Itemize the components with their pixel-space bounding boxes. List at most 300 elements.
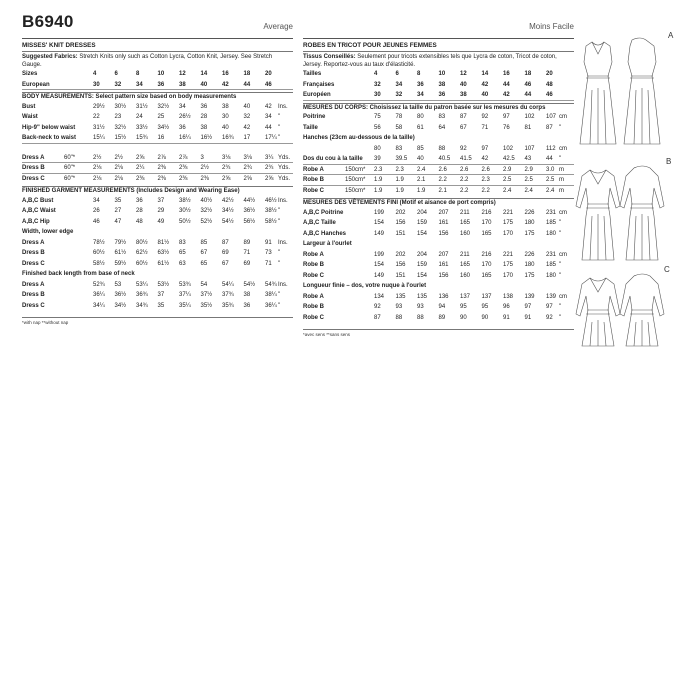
table-cell: 36 bbox=[136, 197, 143, 204]
table-cell: 2.5 bbox=[546, 177, 555, 183]
table-cell: 165 bbox=[460, 220, 471, 226]
table-row bbox=[22, 174, 293, 185]
table-cell: 231 bbox=[546, 209, 557, 216]
table-cell: 83 bbox=[438, 114, 446, 120]
table-cell: 32½ bbox=[157, 103, 170, 110]
english-column bbox=[22, 12, 293, 325]
table-row bbox=[303, 292, 574, 303]
table-row bbox=[22, 80, 293, 91]
table-cell: 36 bbox=[417, 81, 424, 88]
table-cell: 2¾ bbox=[265, 165, 274, 171]
table-cell: 10 bbox=[157, 71, 165, 77]
table-cell: 8 bbox=[136, 71, 140, 77]
table-cell: 18 bbox=[243, 71, 251, 77]
table-cell: 38¼ bbox=[265, 292, 277, 298]
table-cell: 34 bbox=[395, 81, 403, 88]
table-cell: 56 bbox=[374, 124, 381, 131]
table-cell: 46 bbox=[546, 92, 553, 98]
table-cell: 161 bbox=[438, 220, 449, 226]
table-cell: 38½ bbox=[265, 208, 277, 214]
table-cell: 54½ bbox=[243, 281, 256, 288]
fabric-width: 150cm* bbox=[345, 187, 366, 194]
table-cell: 88 bbox=[395, 314, 403, 321]
table-cell: 30 bbox=[222, 114, 229, 120]
measurement-table bbox=[303, 69, 574, 323]
table-cell: 20 bbox=[265, 71, 272, 77]
table-cell: 12 bbox=[460, 71, 467, 77]
unit-label: Yds. bbox=[278, 154, 291, 161]
table-cell: 37¾ bbox=[222, 292, 234, 298]
table-cell: 36¼ bbox=[93, 292, 105, 298]
table-cell: 2½ bbox=[200, 165, 209, 171]
table-cell: 137 bbox=[460, 293, 471, 300]
table-row bbox=[303, 260, 574, 271]
table-cell: 38 bbox=[438, 81, 446, 88]
table-cell: 156 bbox=[438, 230, 449, 237]
table-cell: 42 bbox=[243, 124, 251, 131]
table-cell: 2.2 bbox=[481, 187, 490, 194]
table-cell: 42 bbox=[503, 92, 510, 98]
table-cell: 26 bbox=[93, 208, 100, 214]
table-cell: 59½ bbox=[114, 260, 127, 267]
fabric-width: 150cm* bbox=[345, 177, 366, 183]
table-cell: 2.4 bbox=[503, 187, 512, 194]
unit-label: " bbox=[278, 124, 281, 131]
unit-label: cm bbox=[559, 293, 567, 300]
table-cell: 47 bbox=[114, 218, 122, 225]
table-cell: 69 bbox=[222, 250, 229, 256]
row-label: Robe A bbox=[303, 293, 324, 300]
unit-label: Yds. bbox=[278, 175, 291, 182]
table-cell: 38½ bbox=[179, 197, 191, 204]
figure-letter-c: C bbox=[664, 265, 670, 274]
table-cell: 28 bbox=[136, 208, 143, 214]
table-cell: 180 bbox=[546, 230, 557, 237]
table-cell: 221 bbox=[503, 209, 514, 216]
table-cell: 33½ bbox=[136, 124, 148, 131]
table-cell: 226 bbox=[524, 209, 535, 216]
unit-label: " bbox=[559, 272, 562, 279]
table-cell: 6 bbox=[114, 71, 118, 77]
table-cell: 175 bbox=[524, 272, 535, 279]
fabric-width: 150cm* bbox=[345, 166, 366, 173]
table-cell: 216 bbox=[481, 209, 492, 216]
table-cell: 2¼ bbox=[136, 165, 145, 171]
table-cell: 69 bbox=[243, 260, 251, 267]
table-cell: 16 bbox=[157, 135, 165, 141]
spacer-row bbox=[22, 144, 293, 153]
table-cell: 22 bbox=[93, 114, 100, 120]
table-cell: 40½ bbox=[200, 197, 213, 204]
fabric-width: 60"* bbox=[64, 165, 76, 171]
table-row bbox=[22, 217, 293, 228]
table-cell: 185 bbox=[546, 220, 557, 226]
table-cell: 170 bbox=[481, 220, 492, 226]
dress-b-front-back-illustration bbox=[576, 166, 664, 260]
table-cell: 135 bbox=[417, 293, 428, 300]
table-row bbox=[303, 186, 574, 197]
row-label: Bust bbox=[22, 103, 36, 110]
table-cell: 35¼ bbox=[179, 302, 191, 309]
table-cell: 30 bbox=[93, 81, 100, 88]
row-label: Sizes bbox=[22, 71, 38, 77]
table-cell: 44 bbox=[265, 124, 272, 131]
section-title: MISSES' KNIT DRESSES bbox=[22, 41, 293, 52]
table-cell: 3¼ bbox=[265, 154, 274, 161]
table-cell: 67 bbox=[200, 250, 208, 256]
french-column bbox=[303, 22, 574, 337]
table-cell: 185 bbox=[546, 262, 557, 268]
table-row bbox=[303, 90, 574, 101]
table-cell: 34 bbox=[417, 92, 424, 98]
table-cell: 44 bbox=[503, 81, 510, 88]
table-cell: 2⅜ bbox=[179, 165, 188, 171]
table-cell: 1.9 bbox=[395, 187, 404, 194]
table-row bbox=[22, 196, 293, 207]
table-cell: 8 bbox=[417, 71, 421, 77]
table-cell: 34 bbox=[265, 114, 272, 120]
unit-label: " bbox=[278, 260, 281, 267]
table-cell: 81 bbox=[524, 124, 532, 131]
table-cell: 38 bbox=[200, 124, 208, 131]
table-cell: 67 bbox=[460, 124, 467, 131]
table-cell: 3⅛ bbox=[222, 154, 231, 161]
table-cell: 93 bbox=[395, 304, 403, 310]
table-cell: 2.3 bbox=[395, 166, 404, 173]
table-cell: 27 bbox=[114, 208, 122, 214]
table-cell: 42½ bbox=[222, 197, 234, 204]
table-cell: 161 bbox=[438, 262, 449, 268]
footnote: *with nap **without nap bbox=[22, 317, 293, 325]
table-cell: 35½ bbox=[200, 302, 213, 309]
table-cell: 32 bbox=[114, 81, 122, 88]
unit-label: cm bbox=[559, 251, 567, 258]
table-row bbox=[303, 229, 574, 240]
table-cell: 44 bbox=[524, 92, 532, 98]
table-cell: 53¼ bbox=[136, 281, 148, 288]
unit-label: " bbox=[278, 218, 281, 225]
table-cell: 38 bbox=[243, 292, 251, 298]
table-cell: 199 bbox=[374, 209, 385, 216]
table-cell: 43 bbox=[524, 156, 532, 162]
table-cell: 16 bbox=[222, 71, 229, 77]
table-cell: 160 bbox=[460, 272, 471, 279]
table-row bbox=[303, 208, 574, 219]
table-cell: 36 bbox=[200, 103, 208, 110]
table-row bbox=[22, 69, 293, 80]
unit-label: m bbox=[559, 187, 564, 194]
table-cell: 156 bbox=[395, 262, 406, 268]
table-cell: 216 bbox=[481, 251, 492, 258]
table-row bbox=[303, 313, 574, 324]
table-cell: 2.1 bbox=[417, 177, 426, 183]
unit-label: " bbox=[278, 302, 281, 309]
table-cell: 4 bbox=[374, 71, 378, 77]
row-label: Poitrine bbox=[303, 114, 326, 120]
table-cell: 32 bbox=[374, 81, 381, 88]
row-label: Largeur à l'ourlet bbox=[303, 241, 352, 247]
table-cell: 44½ bbox=[243, 197, 256, 204]
row-label: Robe C bbox=[303, 272, 324, 279]
table-cell: 79½ bbox=[114, 239, 127, 246]
table-cell: 2⅜ bbox=[136, 175, 145, 182]
table-row bbox=[303, 80, 574, 91]
table-cell: 71 bbox=[265, 260, 272, 267]
suggested-fabrics: Tissus Conseillés: Seulement pour tricots extensibles tels que Lycra de coton, Tricot de coton, Jersey. Reportez-vous au taux d'élasticité. bbox=[303, 54, 557, 68]
row-label: A,B,C Hip bbox=[22, 218, 50, 225]
table-cell: 20 bbox=[546, 71, 553, 77]
table-cell: 202 bbox=[395, 251, 406, 258]
unit-label: " bbox=[559, 314, 562, 321]
table-cell: 93 bbox=[417, 304, 424, 310]
fabric-width: 60"* bbox=[64, 154, 76, 161]
table-cell: 2.2 bbox=[460, 187, 469, 194]
table-cell: 64 bbox=[438, 124, 446, 131]
table-cell: 80 bbox=[417, 114, 424, 120]
table-cell: 75 bbox=[374, 114, 381, 120]
table-cell: 17¼ bbox=[265, 135, 277, 141]
table-cell: 90 bbox=[481, 314, 489, 321]
row-label: Waist bbox=[22, 114, 38, 120]
table-row bbox=[303, 250, 574, 261]
table-row bbox=[22, 123, 293, 134]
table-cell: 156 bbox=[395, 220, 406, 226]
row-label: Hip-9" below waist bbox=[22, 124, 76, 131]
table-cell: 92 bbox=[546, 314, 553, 321]
table-cell: 90 bbox=[460, 314, 467, 321]
table-cell: 36¾ bbox=[136, 292, 148, 298]
table-cell: 44 bbox=[243, 81, 251, 88]
table-cell: 80 bbox=[374, 145, 381, 152]
table-cell: 2.5 bbox=[524, 177, 533, 183]
table-cell: 16 bbox=[503, 71, 510, 77]
table-cell: 54½ bbox=[222, 218, 234, 225]
table-cell: 30½ bbox=[114, 103, 127, 110]
table-cell: 207 bbox=[438, 209, 449, 216]
table-cell: 42 bbox=[265, 103, 272, 110]
table-cell: 175 bbox=[503, 262, 514, 268]
table-cell: 85 bbox=[200, 239, 208, 246]
table-cell: 89 bbox=[243, 239, 251, 246]
table-cell: 2.3 bbox=[374, 166, 383, 173]
table-cell: 2.6 bbox=[460, 166, 469, 173]
measurement-table bbox=[22, 69, 293, 311]
row-label: Robe B bbox=[303, 262, 324, 268]
table-row bbox=[22, 112, 293, 123]
table-cell: 50½ bbox=[179, 218, 191, 225]
row-label: A,B,C Bust bbox=[22, 197, 54, 204]
unit-label: " bbox=[559, 124, 562, 131]
table-cell: 60½ bbox=[136, 260, 148, 267]
table-cell: 61½ bbox=[114, 250, 127, 256]
table-cell: 88 bbox=[438, 145, 446, 152]
table-cell: 32½ bbox=[200, 208, 213, 214]
table-row bbox=[303, 133, 574, 144]
table-cell: 156 bbox=[438, 272, 449, 279]
table-cell: 207 bbox=[438, 251, 449, 258]
table-cell: 23 bbox=[114, 114, 122, 120]
table-cell: 16¾ bbox=[222, 135, 234, 141]
row-label: Back-neck to waist bbox=[22, 135, 77, 141]
table-row bbox=[303, 123, 574, 134]
table-cell: 81½ bbox=[157, 239, 170, 246]
table-cell: 175 bbox=[503, 220, 514, 226]
table-row bbox=[22, 153, 293, 164]
table-cell: 2⅜ bbox=[157, 175, 166, 182]
table-cell: 165 bbox=[481, 272, 492, 279]
table-cell: 26½ bbox=[179, 114, 191, 120]
table-cell: 2⅜ bbox=[179, 175, 188, 182]
table-row bbox=[303, 281, 574, 292]
row-label: A,B,C Waist bbox=[22, 208, 56, 214]
table-cell: 87 bbox=[546, 124, 553, 131]
table-cell: 2.1 bbox=[438, 187, 447, 194]
table-cell: 40 bbox=[481, 92, 489, 98]
unit-label: " bbox=[559, 156, 562, 162]
table-cell: 46 bbox=[265, 81, 272, 88]
table-cell: 31½ bbox=[136, 103, 148, 110]
unit-label: " bbox=[278, 208, 281, 214]
table-cell: 1.9 bbox=[395, 177, 404, 183]
table-cell: 154 bbox=[374, 262, 385, 268]
table-cell: 37½ bbox=[200, 292, 213, 298]
table-cell: 3.0 bbox=[546, 166, 555, 173]
table-cell: 18 bbox=[524, 71, 532, 77]
table-row bbox=[22, 227, 293, 238]
table-cell: 149 bbox=[374, 230, 385, 237]
table-cell: 2.4 bbox=[417, 166, 426, 173]
table-cell: 1.9 bbox=[417, 187, 426, 194]
row-label: Dress C bbox=[22, 175, 45, 182]
table-cell: 58 bbox=[395, 124, 403, 131]
row-label: Taille bbox=[303, 124, 318, 131]
table-cell: 46 bbox=[93, 218, 100, 225]
table-cell: 15¾ bbox=[136, 135, 148, 141]
row-label: Dress B bbox=[22, 165, 45, 171]
table-cell: 2⅞ bbox=[179, 154, 188, 161]
table-row bbox=[22, 102, 293, 113]
table-cell: 53½ bbox=[157, 281, 170, 288]
table-row bbox=[303, 154, 574, 165]
table-row bbox=[303, 302, 574, 313]
table-cell: 63½ bbox=[157, 250, 170, 256]
table-cell: 15¼ bbox=[93, 135, 105, 141]
table-cell: 112 bbox=[546, 145, 556, 152]
table-cell: 2.6 bbox=[481, 166, 490, 173]
table-cell: 36 bbox=[179, 124, 186, 131]
table-row bbox=[303, 165, 574, 176]
table-cell: 40 bbox=[200, 81, 208, 88]
table-cell: 38 bbox=[179, 81, 186, 88]
table-cell: 42 bbox=[481, 156, 489, 162]
table-cell: 2⅛ bbox=[114, 175, 123, 182]
table-cell: 85 bbox=[417, 145, 424, 152]
section-heading: MESURES DES VÊTEMENTS FINI (Motif et aisance de port compris) bbox=[303, 198, 574, 208]
table-cell: 36½ bbox=[114, 292, 127, 298]
table-cell: 24 bbox=[136, 114, 143, 120]
table-cell: 211 bbox=[460, 251, 470, 258]
fabric-width: 60"* bbox=[64, 175, 76, 182]
table-cell: 2⅛ bbox=[114, 165, 123, 171]
row-label: Dress C bbox=[22, 260, 45, 267]
table-cell: 2⅜ bbox=[157, 165, 166, 171]
table-cell: 97 bbox=[481, 145, 489, 152]
table-cell: 2.2 bbox=[460, 177, 469, 183]
table-cell: 102 bbox=[503, 145, 514, 152]
difficulty-level: Moins Facile bbox=[529, 22, 574, 31]
table-row bbox=[303, 239, 574, 250]
table-cell: 80½ bbox=[136, 239, 148, 246]
figure-letter-b: B bbox=[666, 157, 672, 166]
table-cell: 170 bbox=[481, 262, 492, 268]
table-cell: 2.4 bbox=[524, 187, 533, 194]
table-cell: 137 bbox=[481, 293, 492, 300]
table-cell: 88 bbox=[417, 314, 424, 321]
table-cell: 92 bbox=[374, 304, 381, 310]
table-cell: 95 bbox=[460, 304, 467, 310]
table-cell: 2⅛ bbox=[93, 175, 102, 182]
table-row bbox=[22, 206, 293, 217]
table-cell: 170 bbox=[503, 272, 514, 279]
row-label: Finished back length from base of neck bbox=[22, 271, 135, 277]
row-label: Dress A bbox=[22, 154, 45, 161]
table-cell: 39.5 bbox=[395, 156, 408, 162]
section-heading: MESURES DU CORPS: Choisissez la taille du patron basée sur les mesures du corps bbox=[303, 103, 574, 113]
table-cell: 151 bbox=[395, 272, 406, 279]
row-label: Robe A bbox=[303, 251, 324, 258]
table-cell: 154 bbox=[417, 230, 428, 237]
table-cell: 211 bbox=[460, 209, 470, 216]
table-cell: 49 bbox=[157, 218, 165, 225]
table-cell: 221 bbox=[503, 251, 514, 258]
table-cell: 73 bbox=[265, 250, 272, 256]
table-cell: 54¼ bbox=[222, 281, 234, 288]
table-cell: 89 bbox=[438, 314, 446, 321]
table-cell: 2¾ bbox=[243, 165, 252, 171]
table-cell: 65 bbox=[200, 260, 208, 267]
table-cell: 34¼ bbox=[93, 302, 105, 309]
table-row bbox=[22, 290, 293, 301]
table-cell: 83 bbox=[395, 145, 403, 152]
pattern-number: B6940 bbox=[22, 12, 74, 31]
table-row bbox=[303, 69, 574, 80]
table-cell: 34 bbox=[93, 197, 100, 204]
table-cell: 180 bbox=[546, 272, 557, 279]
table-cell: 78½ bbox=[93, 239, 105, 246]
row-label: Longueur finie – dos, votre nuque à l'ourlet bbox=[303, 283, 427, 289]
row-label: Dress B bbox=[22, 250, 45, 256]
unit-label: cm bbox=[559, 114, 567, 120]
row-label: Robe C bbox=[303, 314, 324, 321]
unit-label: " bbox=[559, 220, 562, 226]
table-cell: 28 bbox=[200, 114, 208, 120]
table-cell: 17 bbox=[243, 135, 251, 141]
table-cell: 149 bbox=[374, 272, 385, 279]
row-label: Françaises bbox=[303, 81, 335, 88]
table-cell: 2.6 bbox=[438, 166, 447, 173]
table-row bbox=[22, 259, 293, 270]
table-cell: 67 bbox=[222, 260, 229, 267]
table-cell: 36 bbox=[157, 81, 165, 88]
table-row bbox=[22, 163, 293, 174]
table-cell: 40.5 bbox=[438, 156, 451, 162]
table-cell: 2.5 bbox=[503, 177, 512, 183]
table-cell: 180 bbox=[524, 220, 535, 226]
unit-label: " bbox=[278, 135, 281, 141]
table-cell: 78 bbox=[395, 114, 403, 120]
table-cell: 38 bbox=[460, 92, 467, 98]
table-cell: 3⅛ bbox=[243, 154, 252, 161]
